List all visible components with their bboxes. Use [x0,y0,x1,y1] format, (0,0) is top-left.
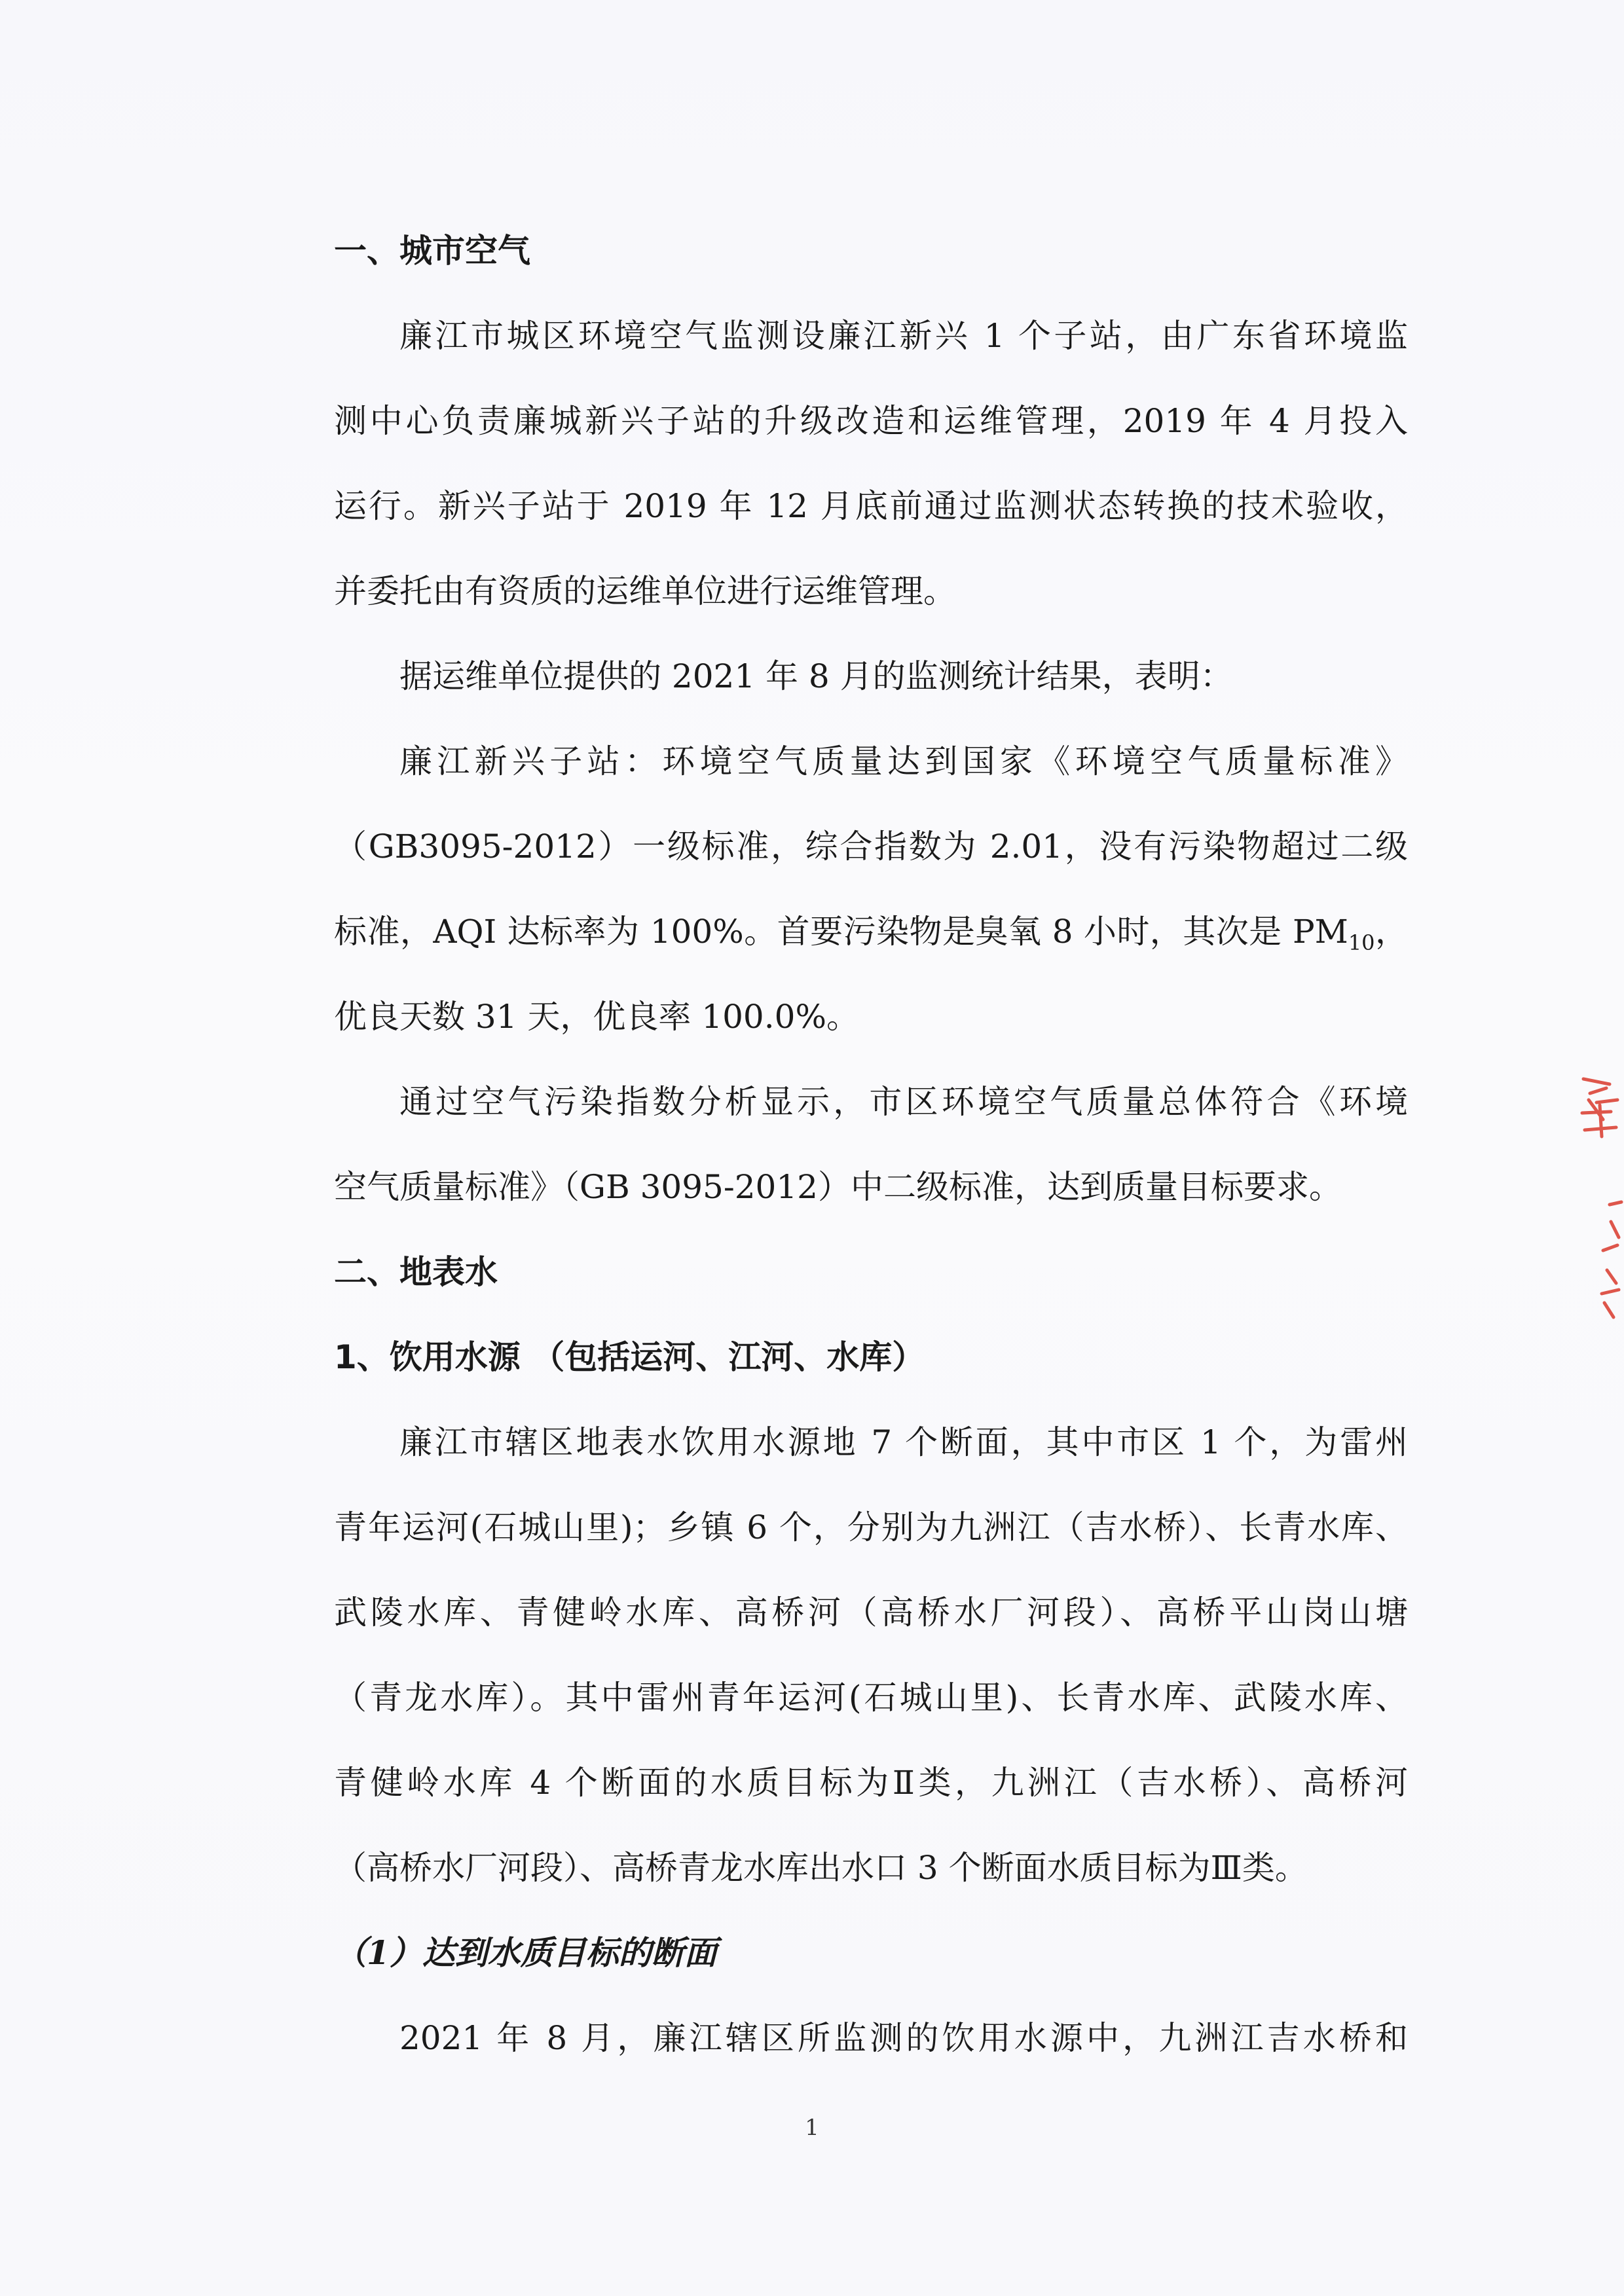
subsection-heading-qualified-sections: （1）达到水质目标的断面 [334,1933,717,1972]
paragraph-august-results [334,1995,1408,2081]
text-line: 空气质量标准》（GB 3095-2012）中二级标准，达到质量目标要求。 [334,1168,1342,1206]
text-line: 据运维单位提供的 2021 年 8 月的监测统计结果，表明： [399,657,1233,695]
page-number: 1 [805,2115,819,2141]
text-line: 青健岭水库 4 个断面的水质目标为Ⅱ类，九洲江（吉水桥）、高桥河 [334,1764,1408,1802]
paragraph-drinking-water-sections [334,1400,1408,1910]
text-line: 优良天数 31 天，优良率 100.0%。 [334,998,859,1036]
document-body [334,208,1408,2081]
text-line: 廉江市辖区地表水饮用水源地 7 个断面，其中市区 1 个，为雷州 [399,1423,1408,1461]
text-line-pm10 [334,889,1408,974]
text-line: 通过空气污染指数分析显示，市区环境空气质量总体符合《环境 [399,1083,1408,1121]
text-segment: ， [1375,913,1408,951]
red-seal-stamp-fragment [1570,1074,1624,1336]
section-heading-surface-water: 二、地表水 [334,1253,498,1291]
subscript-10: 10 [1348,930,1375,955]
paragraph-xinxing-station [334,719,1408,1059]
subsection-heading-drinking-water: 1、饮用水源 （包括运河、江河、水库） [334,1338,925,1376]
section-heading-air: 一、城市空气 [334,232,530,270]
text-line: 廉江新兴子站：环境空气质量达到国家《环境空气质量标准》 [399,742,1408,780]
paragraph-monitoring-results [334,634,1408,719]
paragraph-air-station [334,293,1408,634]
paragraph-air-index-analysis [334,1059,1408,1230]
text-segment: 标准，AQI 达标率为 100%。首要污染物是臭氧 8 小时，其次是 PM [334,913,1348,951]
text-line: 武陵水库、青健岭水库、高桥河（高桥水厂河段）、高桥平山岗山塘 [334,1594,1408,1631]
text-line: （高桥水厂河段）、高桥青龙水库出水口 3 个断面水质目标为Ⅲ类。 [334,1849,1308,1887]
text-line: 廉江市城区环境空气监测设廉江新兴 1 个子站，由广东省环境监 [399,317,1408,355]
text-line: 运行。新兴子站于 2019 年 12 月底前通过监测状态转换的技术验收， [334,487,1408,525]
text-line: 测中心负责廉城新兴子站的升级改造和运维管理，2019 年 4 月投入 [334,402,1408,440]
text-line: 2021 年 8 月，廉江辖区所监测的饮用水源中，九洲江吉水桥和 [399,2019,1408,2057]
text-line: （GB3095-2012）一级标准，综合指数为 2.01，没有污染物超过二级 [334,828,1408,866]
text-line: 并委托由有资质的运维单位进行运维管理。 [334,572,956,610]
text-line: （青龙水库）。其中雷州青年运河(石城山里)、长青水库、武陵水库、 [334,1679,1408,1717]
text-line: 青年运河(石城山里)；乡镇 6 个，分别为九洲江（吉水桥）、长青水库、 [334,1508,1408,1546]
